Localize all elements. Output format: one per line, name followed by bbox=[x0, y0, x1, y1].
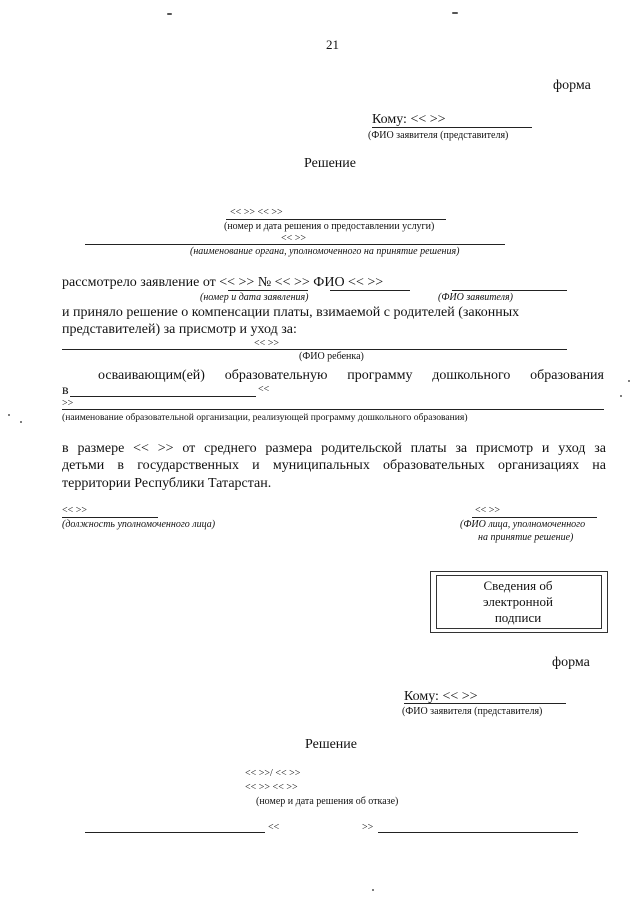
app-number-underline bbox=[330, 290, 410, 291]
recipient-line-2: Кому: << >> bbox=[404, 689, 478, 704]
app-fio-underline bbox=[452, 290, 567, 291]
recipient-underline-2 bbox=[404, 703, 566, 704]
recipient-caption: (ФИО заявителя (представителя) bbox=[368, 130, 509, 141]
scan-speck bbox=[167, 13, 172, 15]
org-underline bbox=[85, 244, 505, 245]
signer-name-caption2: на принятие решение) bbox=[478, 532, 574, 543]
app-caption-right: (ФИО заявителя) bbox=[438, 292, 513, 303]
refusal-org-underline-right bbox=[378, 832, 578, 833]
decision-title: Решение bbox=[304, 156, 357, 171]
refusal-title: Решение bbox=[305, 737, 358, 752]
scan-speck bbox=[8, 414, 10, 416]
signer-position-caption: (должность уполномоченного лица) bbox=[62, 519, 216, 530]
decision-ref-line: << >> << >> bbox=[230, 207, 283, 218]
refusal-ref-line-1: << >>/ << >> bbox=[245, 768, 301, 779]
form-label-2: форма bbox=[552, 655, 590, 670]
signer-name-underline bbox=[472, 517, 597, 518]
edu-org-underline bbox=[70, 396, 256, 397]
org-caption: (наименование органа, уполномоченного на принятие решения) bbox=[190, 246, 460, 257]
scan-speck bbox=[628, 380, 630, 382]
edu-org-long-underline bbox=[62, 409, 604, 410]
recipient-underline bbox=[372, 127, 532, 128]
amount-line3: территории Республики Татарстан. bbox=[62, 476, 272, 491]
refusal-org-open-marker: << bbox=[268, 822, 280, 833]
refusal-ref-caption: (номер и дата решения об отказе) bbox=[256, 796, 399, 807]
refusal-ref-line-2: << >> << >> bbox=[245, 782, 298, 793]
signer-name-line: << >> bbox=[475, 505, 501, 516]
decision-ref-underline bbox=[226, 219, 446, 220]
edu-org-close-marker: >> bbox=[62, 398, 74, 409]
mastering-line: осваивающим(ей) образовательную программу дошкольного образования bbox=[98, 368, 604, 383]
child-caption: (ФИО ребенка) bbox=[299, 351, 364, 362]
app-caption-left: (номер и дата заявления) bbox=[200, 292, 309, 303]
page-number: 21 bbox=[326, 37, 339, 52]
org-line: << >> bbox=[281, 233, 307, 244]
e-signature-text-2: электронной bbox=[483, 594, 553, 609]
scan-speck bbox=[20, 421, 22, 423]
signer-position-underline bbox=[62, 517, 158, 518]
amount-line2: детьми в государственных и муниципальных образовательных организациях на bbox=[62, 458, 606, 473]
scan-speck bbox=[452, 12, 458, 14]
scan-speck bbox=[372, 889, 374, 891]
signer-name-caption1: (ФИО лица, уполномоченного bbox=[460, 519, 586, 530]
edu-org-caption: (наименование образовательной организации, реализующей программу дошкольного образования) bbox=[62, 412, 468, 423]
decision-ref-caption: (номер и дата решения о предоставлении услуги) bbox=[224, 221, 435, 232]
decision-text-line2: представителей) за присмотр и уход за: bbox=[62, 322, 297, 337]
form-label: форма bbox=[553, 78, 591, 93]
child-line: << >> bbox=[254, 338, 280, 349]
app-date-underline bbox=[228, 290, 308, 291]
scan-speck bbox=[620, 395, 622, 397]
e-signature-text-3: подписи bbox=[494, 610, 542, 625]
recipient-caption-2: (ФИО заявителя (представителя) bbox=[402, 706, 543, 717]
refusal-org-close-marker: >> bbox=[362, 822, 374, 833]
recipient-line: Кому: << >> bbox=[372, 112, 446, 127]
child-underline bbox=[62, 349, 567, 350]
e-signature-text-1: Сведения об bbox=[483, 578, 553, 593]
refusal-org-underline-left bbox=[85, 832, 265, 833]
decision-text-line1: и приняло решение о компенсации платы, взимаемой с родителей (законных bbox=[62, 305, 520, 320]
edu-org-prefix: в bbox=[62, 383, 69, 398]
signer-position-line: << >> bbox=[62, 505, 88, 516]
amount-line1: в размере << >> от среднего размера родительской платы за присмотр и уход за bbox=[62, 441, 606, 456]
edu-org-open-marker: << bbox=[258, 384, 270, 395]
considered-line: рассмотрело заявление от << >> № << >> ФИО << >> bbox=[62, 275, 384, 290]
